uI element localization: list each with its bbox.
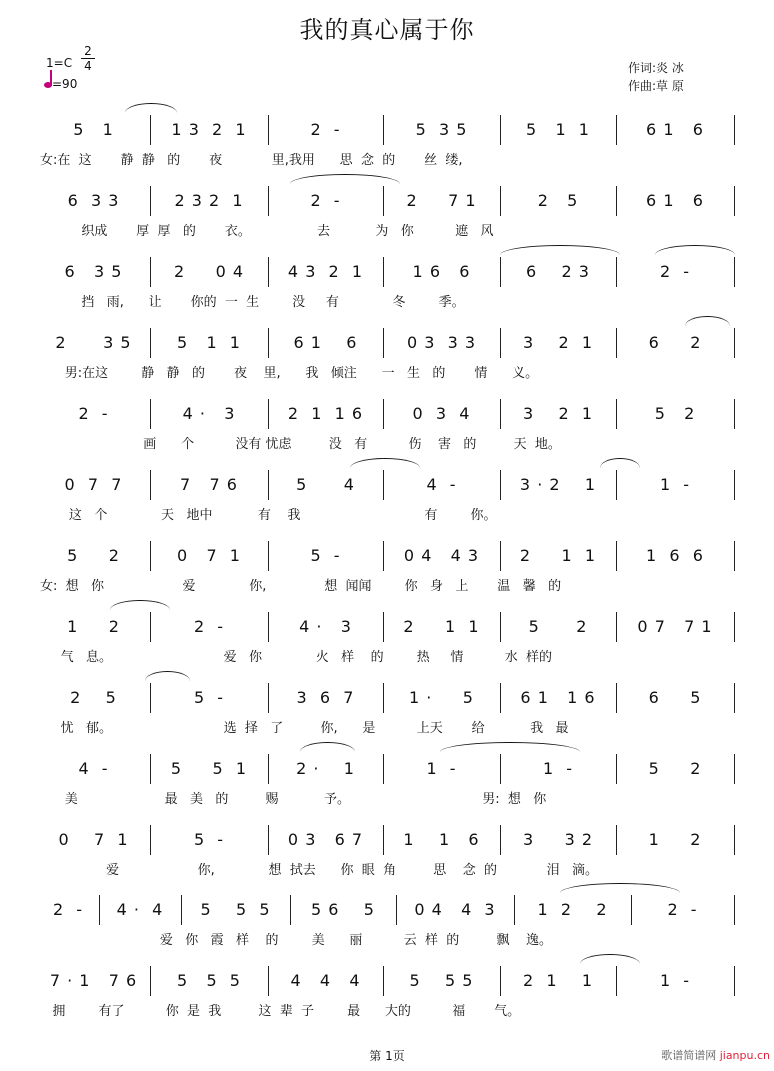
barline xyxy=(514,895,515,925)
measure: 5 3 5 xyxy=(415,120,468,139)
barline xyxy=(383,115,384,145)
score-system xyxy=(0,612,774,683)
measure: 4 - xyxy=(78,759,109,778)
score-system xyxy=(0,470,774,541)
score-system xyxy=(0,186,774,257)
measure: 1 - xyxy=(542,759,574,778)
measure: 2 - xyxy=(659,262,691,281)
barline xyxy=(383,470,384,500)
barline xyxy=(734,754,735,784)
measure: 6 3 5 xyxy=(64,262,123,281)
barline xyxy=(616,399,617,429)
barline xyxy=(268,541,269,571)
barline xyxy=(150,328,151,358)
lyric-line: 忧 郁。 选 择 了 你, 是 上天 给 我 最 xyxy=(40,721,569,736)
measure: 0 7 1 xyxy=(58,830,129,849)
measure: 3 6 7 xyxy=(296,688,355,707)
measure: 1 6 6 xyxy=(646,546,704,565)
site-watermark xyxy=(661,1047,770,1063)
barline xyxy=(616,966,617,996)
barline xyxy=(616,328,617,358)
barline xyxy=(383,966,384,996)
measure: 5 2 xyxy=(648,759,702,778)
measure: 1 - xyxy=(659,475,691,494)
measure: 5 - xyxy=(310,546,341,565)
barline xyxy=(268,966,269,996)
barline xyxy=(734,257,735,287)
measure: 1 - xyxy=(659,971,691,990)
barline xyxy=(734,115,735,145)
measure: 7 7 6 xyxy=(180,475,238,494)
barline xyxy=(734,683,735,713)
barline xyxy=(290,895,291,925)
barline xyxy=(734,470,735,500)
measure: 5 6 5 xyxy=(311,900,375,919)
barline xyxy=(616,683,617,713)
measure: 5 1 xyxy=(73,120,114,139)
score-system xyxy=(0,683,774,754)
measure: 6 1 1 6 xyxy=(520,688,596,707)
barline xyxy=(734,541,735,571)
measure: 2 5 xyxy=(537,191,579,210)
lyric-line: 织成 厚 厚 的 衣。 去 为 你 遮 风 xyxy=(40,224,494,239)
barline xyxy=(500,754,501,784)
barline xyxy=(500,257,501,287)
measure: 5 5 5 xyxy=(200,900,271,919)
tempo-marking xyxy=(44,77,77,91)
measure: 2 1 1 xyxy=(519,546,597,565)
measure: 0 7 7 xyxy=(64,475,123,494)
measure: 1 3 2 1 xyxy=(171,120,247,139)
measure: 6 5 xyxy=(648,688,702,707)
barline xyxy=(268,754,269,784)
measure: 6 1 6 xyxy=(646,191,704,210)
barline xyxy=(734,186,735,216)
measure: 4 · 4 xyxy=(116,900,164,919)
measure: 0 4 4 3 xyxy=(403,546,480,565)
time-signature-top: 2 xyxy=(81,44,95,59)
measure: 1 - xyxy=(426,759,457,778)
lyric-line: 爱 你, 想 拭去 你 眼 角 思 念 的 泪 滴。 xyxy=(40,863,599,878)
measure: 2 - xyxy=(52,900,84,919)
barline xyxy=(500,683,501,713)
measure: 6 2 3 xyxy=(526,262,590,281)
measure: 2 1 1 6 xyxy=(287,404,364,423)
barline xyxy=(150,966,151,996)
lyricist-credit: 作词:炎 冰 xyxy=(628,61,684,75)
watermark-site: jianpu.cn xyxy=(719,1049,770,1062)
barline xyxy=(616,257,617,287)
measure: 4 3 2 1 xyxy=(287,262,364,281)
measure: 2 1 1 xyxy=(522,971,594,990)
barline xyxy=(268,186,269,216)
measure: 1 2 xyxy=(67,617,120,636)
barline xyxy=(500,612,501,642)
lyric-line: 爱 你 霞 样 的 美 丽 云 样 的 飘 逸。 xyxy=(40,933,552,948)
measure: 2 3 2 1 xyxy=(174,191,244,210)
measure: 3 2 1 xyxy=(522,404,594,423)
lyric-line: 女:在 这 静 静 的 夜 里,我用 思 念 的 丝 缕, xyxy=(40,153,463,168)
score-system xyxy=(0,895,774,966)
barline xyxy=(616,115,617,145)
barline xyxy=(734,328,735,358)
measure: 1 2 2 xyxy=(537,900,608,919)
measure: 0 4 4 3 xyxy=(414,900,496,919)
score-system xyxy=(0,966,774,1037)
measure: 5 1 1 xyxy=(526,120,590,139)
barline xyxy=(500,470,501,500)
measure: 0 3 3 3 xyxy=(406,333,477,352)
watermark-prefix: 歌谱简谱网 xyxy=(661,1049,720,1062)
barline xyxy=(383,612,384,642)
measure: 5 2 xyxy=(654,404,696,423)
tempo-value: =90 xyxy=(52,77,78,91)
measure: 3 2 1 xyxy=(522,333,594,352)
barline xyxy=(268,825,269,855)
barline xyxy=(734,895,735,925)
composer-credit: 作曲:草 原 xyxy=(628,79,684,93)
barline xyxy=(268,257,269,287)
score-system xyxy=(0,541,774,612)
measure: 4 · 3 xyxy=(182,404,236,423)
measure: 2 - xyxy=(310,120,341,139)
measure: 5 - xyxy=(193,688,225,707)
key-signature: 1=C xyxy=(46,56,73,70)
measure: 5 5 5 xyxy=(177,971,241,990)
barline xyxy=(150,825,151,855)
barline xyxy=(396,895,397,925)
barline xyxy=(150,470,151,500)
barline xyxy=(616,825,617,855)
score-system xyxy=(0,754,774,825)
slur-mark xyxy=(125,103,177,113)
measure: 5 1 1 xyxy=(177,333,241,352)
measure: 2 · 1 xyxy=(296,759,355,778)
measure: 2 7 1 xyxy=(406,191,477,210)
measure: 3 3 2 xyxy=(522,830,594,849)
barline xyxy=(616,754,617,784)
barline xyxy=(150,257,151,287)
barline xyxy=(268,612,269,642)
barline xyxy=(268,115,269,145)
measure: 5 - xyxy=(193,830,225,849)
page-number: 第 1页 xyxy=(369,1049,405,1063)
measure: 7 · 1 7 6 xyxy=(49,971,138,990)
barline xyxy=(268,470,269,500)
score-system xyxy=(0,328,774,399)
score-system xyxy=(0,257,774,328)
measure: 0 7 1 xyxy=(177,546,241,565)
measure: 1 2 xyxy=(648,830,702,849)
barline xyxy=(150,115,151,145)
measure: 2 1 1 xyxy=(403,617,480,636)
barline xyxy=(268,328,269,358)
barline xyxy=(500,115,501,145)
barline xyxy=(150,754,151,784)
song-title: 我的真心属于你 xyxy=(299,16,475,44)
barline xyxy=(383,541,384,571)
measure: 2 0 4 xyxy=(173,262,245,281)
barline xyxy=(383,186,384,216)
barline xyxy=(616,186,617,216)
barline xyxy=(500,399,501,429)
time-signature-bottom: 4 xyxy=(84,59,92,73)
lyric-line: 美 最 美 的 赐 予。 男: 想 你 xyxy=(40,792,547,807)
barline xyxy=(734,399,735,429)
measure: 1 1 6 xyxy=(403,830,480,849)
measure: 3 · 2 1 xyxy=(519,475,597,494)
measure: 2 5 xyxy=(70,688,117,707)
barline xyxy=(734,612,735,642)
barline xyxy=(99,895,100,925)
barline xyxy=(383,683,384,713)
measure: 5 4 xyxy=(296,475,355,494)
quarter-note-icon xyxy=(44,82,52,88)
barline xyxy=(616,470,617,500)
measure: 2 - xyxy=(667,900,698,919)
lyric-line: 画 个 没有 忧虑 没 有 伤 害 的 天 地。 xyxy=(40,437,561,452)
measure: 6 1 6 xyxy=(293,333,358,352)
measure: 2 - xyxy=(310,191,341,210)
barline xyxy=(500,541,501,571)
barline xyxy=(631,895,632,925)
lyric-line: 拥 有了 你 是 我 这 辈 子 最 大的 福 气。 xyxy=(40,1004,521,1019)
measure: 0 3 6 7 xyxy=(287,830,364,849)
lyric-line: 男:在这 静 静 的 夜 里, 我 倾注 一 生 的 情 义。 xyxy=(40,366,539,381)
barline xyxy=(616,541,617,571)
measure: 4 - xyxy=(426,475,457,494)
barline xyxy=(383,825,384,855)
barline xyxy=(500,186,501,216)
time-signature xyxy=(81,44,95,73)
measure: 5 5 5 xyxy=(409,971,474,990)
barline xyxy=(150,399,151,429)
barline xyxy=(268,399,269,429)
barline xyxy=(383,328,384,358)
barline xyxy=(150,683,151,713)
barline xyxy=(150,541,151,571)
measure: 6 2 xyxy=(648,333,702,352)
score-system xyxy=(0,115,774,186)
barline xyxy=(150,186,151,216)
measure: 2 3 5 xyxy=(55,333,132,352)
measure: 0 7 7 1 xyxy=(637,617,713,636)
measure: 6 3 3 xyxy=(67,191,120,210)
measure: 1 · 5 xyxy=(409,688,474,707)
lyric-line: 女: 想 你 爱 你, 想 闻闻 你 身 上 温 馨 的 xyxy=(40,579,562,594)
measure: 0 3 4 xyxy=(412,404,471,423)
measure: 5 5 1 xyxy=(170,759,248,778)
lyric-line: 挡 雨, 让 你的 一 生 没 有 冬 季。 xyxy=(40,295,465,310)
barline xyxy=(500,328,501,358)
lyric-line: 这 个 天 地中 有 我 有 你。 xyxy=(40,508,497,523)
measure: 1 6 6 xyxy=(412,262,471,281)
barline xyxy=(383,257,384,287)
measure: 2 - xyxy=(193,617,225,636)
barline xyxy=(268,683,269,713)
barline xyxy=(383,754,384,784)
measure: 2 - xyxy=(78,404,109,423)
measure: 4 · 3 xyxy=(299,617,352,636)
lyric-line: 气 息。 爱 你 火 样 的 热 情 水 样的 xyxy=(40,650,552,665)
barline xyxy=(734,825,735,855)
measure: 5 2 xyxy=(528,617,588,636)
barline xyxy=(616,612,617,642)
measure: 4 4 4 xyxy=(290,971,361,990)
barline xyxy=(150,612,151,642)
barline xyxy=(734,966,735,996)
measure: 6 1 6 xyxy=(646,120,704,139)
barline xyxy=(181,895,182,925)
measure: 5 2 xyxy=(67,546,120,565)
barline xyxy=(500,825,501,855)
barline xyxy=(500,966,501,996)
barline xyxy=(383,399,384,429)
